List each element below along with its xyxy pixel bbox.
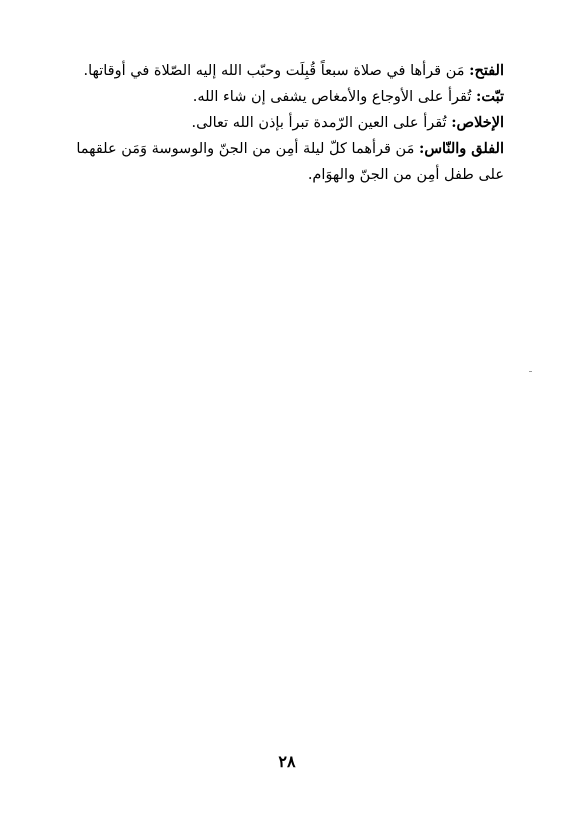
entry-text: تُقرأ على الأوجاع والأمغاص يشفى إن شاء الله. — [192, 89, 476, 105]
page-number: ٢٨ — [278, 752, 296, 771]
entry-text: مَن قرأهما كلّ ليلة أمِن من الجنّ والوسوسة وَمَن علقهما على طفل أمِن من الجنّ والهوَام. — [76, 141, 504, 183]
stray-mark — [529, 371, 532, 372]
entry-heading: تبّت: — [475, 88, 504, 105]
entry-text: تُقرأ على العين الرّمدة تبرأ بإذن الله تعالى. — [191, 115, 452, 131]
entry-heading: الفلق والنّاس: — [418, 140, 504, 157]
entry-heading: الإخلاص: — [451, 114, 504, 131]
entry-heading: الفتح: — [469, 62, 504, 79]
entry-al-ikhlas — [72, 110, 504, 136]
body-text — [72, 58, 504, 188]
entry-al-falaq-an-nas — [72, 136, 504, 188]
entry-tabbat — [72, 84, 504, 110]
entry-text: مَن قرأها في صلاة سبعاً قُبِلَت وحبّب الله إليه الصّلاة في أوقاتها. — [83, 63, 470, 79]
entry-al-fath — [72, 58, 504, 84]
